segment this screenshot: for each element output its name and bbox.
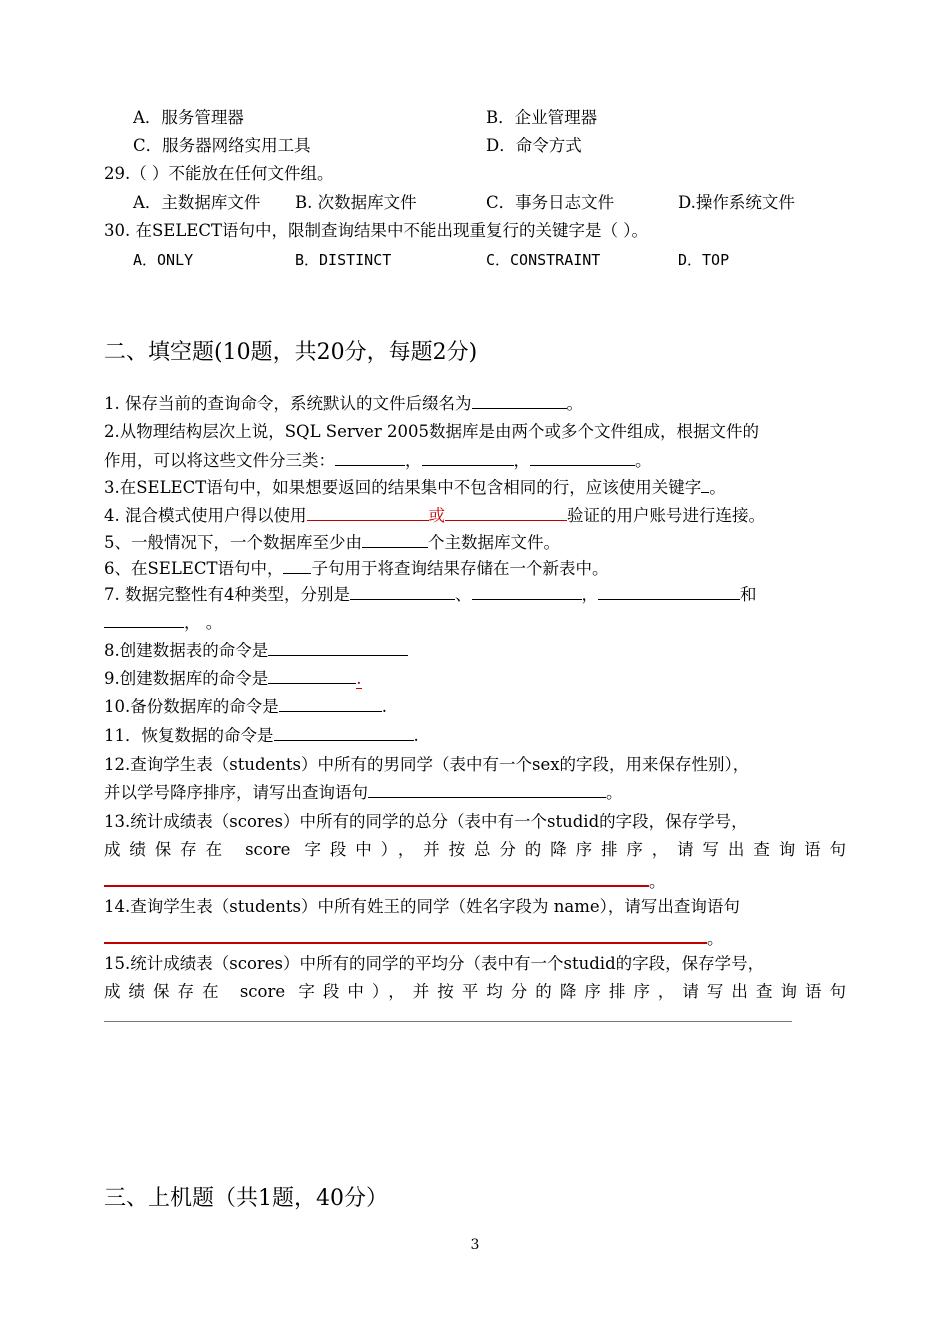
section-2-title: 二、填空题(10题，共20分，每题2分) [104,340,478,365]
q29-stem: 29.（ ）不能放在任何文件组。 [104,164,334,183]
fill-q9 [104,668,362,690]
fill-q7-blank-1[interactable] [350,584,455,600]
fill-q13-answer-blank[interactable] [104,869,649,887]
page-number: 3 [470,1237,480,1253]
q30-option-d: D．TOP [678,251,730,269]
fill-q12-blank[interactable] [368,782,606,798]
fill-q4-text: 4. 混合模式使用户得以使用 [104,506,307,525]
fill-q13-line1: 13.统计成绩表（scores）中所有的同学的总分（表中有一个studid的字段，保存学号， [104,812,748,831]
fill-q2-blank-1[interactable] [335,450,405,466]
fill-q5-text: 5、一般情况下，一个数据库至少由 [104,533,362,552]
fill-q6 [104,558,608,580]
fill-q2-line1: 2.从物理结构层次上说，SQL Server 2005数据库是由两个或多个文件组成，根据文件的 [104,422,759,441]
q30-option-c: C．CONSTRAINT [486,251,601,269]
fill-q2-end: 。 [635,451,652,470]
fill-q4-blank-1[interactable] [307,505,429,521]
fill-q4 [104,505,765,527]
q29-option-a: A．主数据库文件 [133,193,261,212]
fill-q6-blank[interactable] [283,558,311,574]
fill-q13-line2: 成绩保存在 score 字段中），并按总分的降序排序，请写出查询语句 [104,840,846,859]
q30-option-b: B．DISTINCT [295,251,392,269]
fill-q11-end: . [413,726,419,745]
fill-q6-end: 子句用于将查询结果存储在一个新表中。 [311,559,609,578]
fill-q4-end: 验证的用户账号进行连接。 [567,506,765,525]
fill-q7-sep-1: 、 [455,585,472,604]
fill-q2-sep-2: ， [513,451,530,470]
fill-q10-blank[interactable] [279,696,382,712]
fill-q12-text: 并以学号降序排序，请写出查询语句 [104,783,368,802]
fill-q15-line2: 成绩保存在 score 字段中），并按平均分的降序排序，请写出查询语句 [104,982,846,1001]
fill-q1 [104,393,583,415]
fill-q2-text: 作用，可以将这些文件分三类： [104,451,335,470]
fill-q14-line2 [104,926,724,950]
fill-q3-text: 3.在SELECT语句中，如果想要返回的结果集中不包含相同的行，应该使用关键字 [104,478,702,497]
fill-q15-line3 [104,1006,792,1028]
section-3-title: 三、上机题（共1题，40分） [104,1186,388,1211]
fill-q2-blank-2[interactable] [422,450,514,466]
fill-q15-line1: 15.统计成绩表（scores）中所有的同学的平均分（表中有一个studid的字段，保存学号， [104,954,765,973]
fill-q7-end: ， 。 [184,613,223,632]
q28-option-d: D．命令方式 [486,136,582,155]
fill-q11 [104,725,419,747]
q30-stem: 30. 在SELECT语句中，限制查询结果中不能出现重复行的关键字是（ ）。 [104,221,648,240]
fill-q11-text: 11．恢复数据的命令是 [104,726,274,745]
fill-q10-text: 10.备份数据库的命令是 [104,697,279,716]
fill-q7-and: 和 [740,585,757,604]
fill-q7-line1 [104,584,757,606]
fill-q9-text: 9.创建数据库的命令是 [104,669,269,688]
fill-q2-sep-1: ， [405,451,422,470]
fill-q8-text: 8.创建数据表的命令是 [104,641,269,660]
fill-q13-end: 。 [649,872,666,891]
fill-q7-sep-2: ， [581,585,598,604]
fill-q7-text: 7. 数据完整性有4种类型，分别是 [104,585,350,604]
fill-q14-answer-blank[interactable] [104,926,707,944]
fill-q11-blank[interactable] [274,725,414,741]
fill-q12-line2 [104,782,623,804]
fill-q1-end: 。 [566,394,583,413]
fill-q7-blank-4[interactable] [104,612,184,628]
fill-q5 [104,532,560,554]
fill-q9-end: . [356,669,362,688]
fill-q3 [104,477,726,499]
fill-q8-blank[interactable] [268,640,408,656]
fill-q14-line1: 14.查询学生表（students）中所有姓王的同学（姓名字段为 name），请写出查询语句 [104,897,740,916]
fill-q1-blank[interactable] [472,393,567,409]
fill-q13-line3 [104,869,666,893]
fill-q2-line2 [104,450,652,472]
fill-q9-blank[interactable] [268,668,356,684]
fill-q7-blank-3[interactable] [598,584,740,600]
fill-q3-end: 。 [709,478,726,497]
fill-q15-answer-blank[interactable] [104,1006,792,1022]
fill-q12-end: 。 [606,783,623,802]
q28-option-c: C．服务器网络实用工具 [133,136,311,155]
q30-option-a: A．ONLY [133,251,194,269]
fill-q8 [104,640,408,662]
q29-option-c: C．事务日志文件 [486,193,615,212]
fill-q5-blank[interactable] [362,532,428,548]
fill-q10-end: . [381,697,387,716]
fill-q5-end: 个主数据库文件。 [428,533,560,552]
fill-q12-line1: 12.查询学生表（students）中所有的男同学（表中有一个sex的字段，用来保存性别）， [104,755,750,774]
q28-option-a: A．服务管理器 [133,108,244,127]
fill-q4-or: 或 [428,506,445,525]
fill-q4-blank-2[interactable] [445,505,567,521]
q29-option-d: D.操作系统文件 [678,193,795,212]
fill-q7-blank-2[interactable] [472,584,582,600]
fill-q6-text: 6、在SELECT语句中， [104,559,284,578]
fill-q14-end: 。 [707,929,724,948]
q29-option-b: B. 次数据库文件 [295,193,417,212]
q28-option-b: B．企业管理器 [486,108,598,127]
fill-q2-blank-3[interactable] [530,450,635,466]
fill-q7-line2 [104,612,222,634]
fill-q1-text: 1. 保存当前的查询命令，系统默认的文件后缀名为 [104,394,472,413]
fill-q10 [104,696,387,718]
